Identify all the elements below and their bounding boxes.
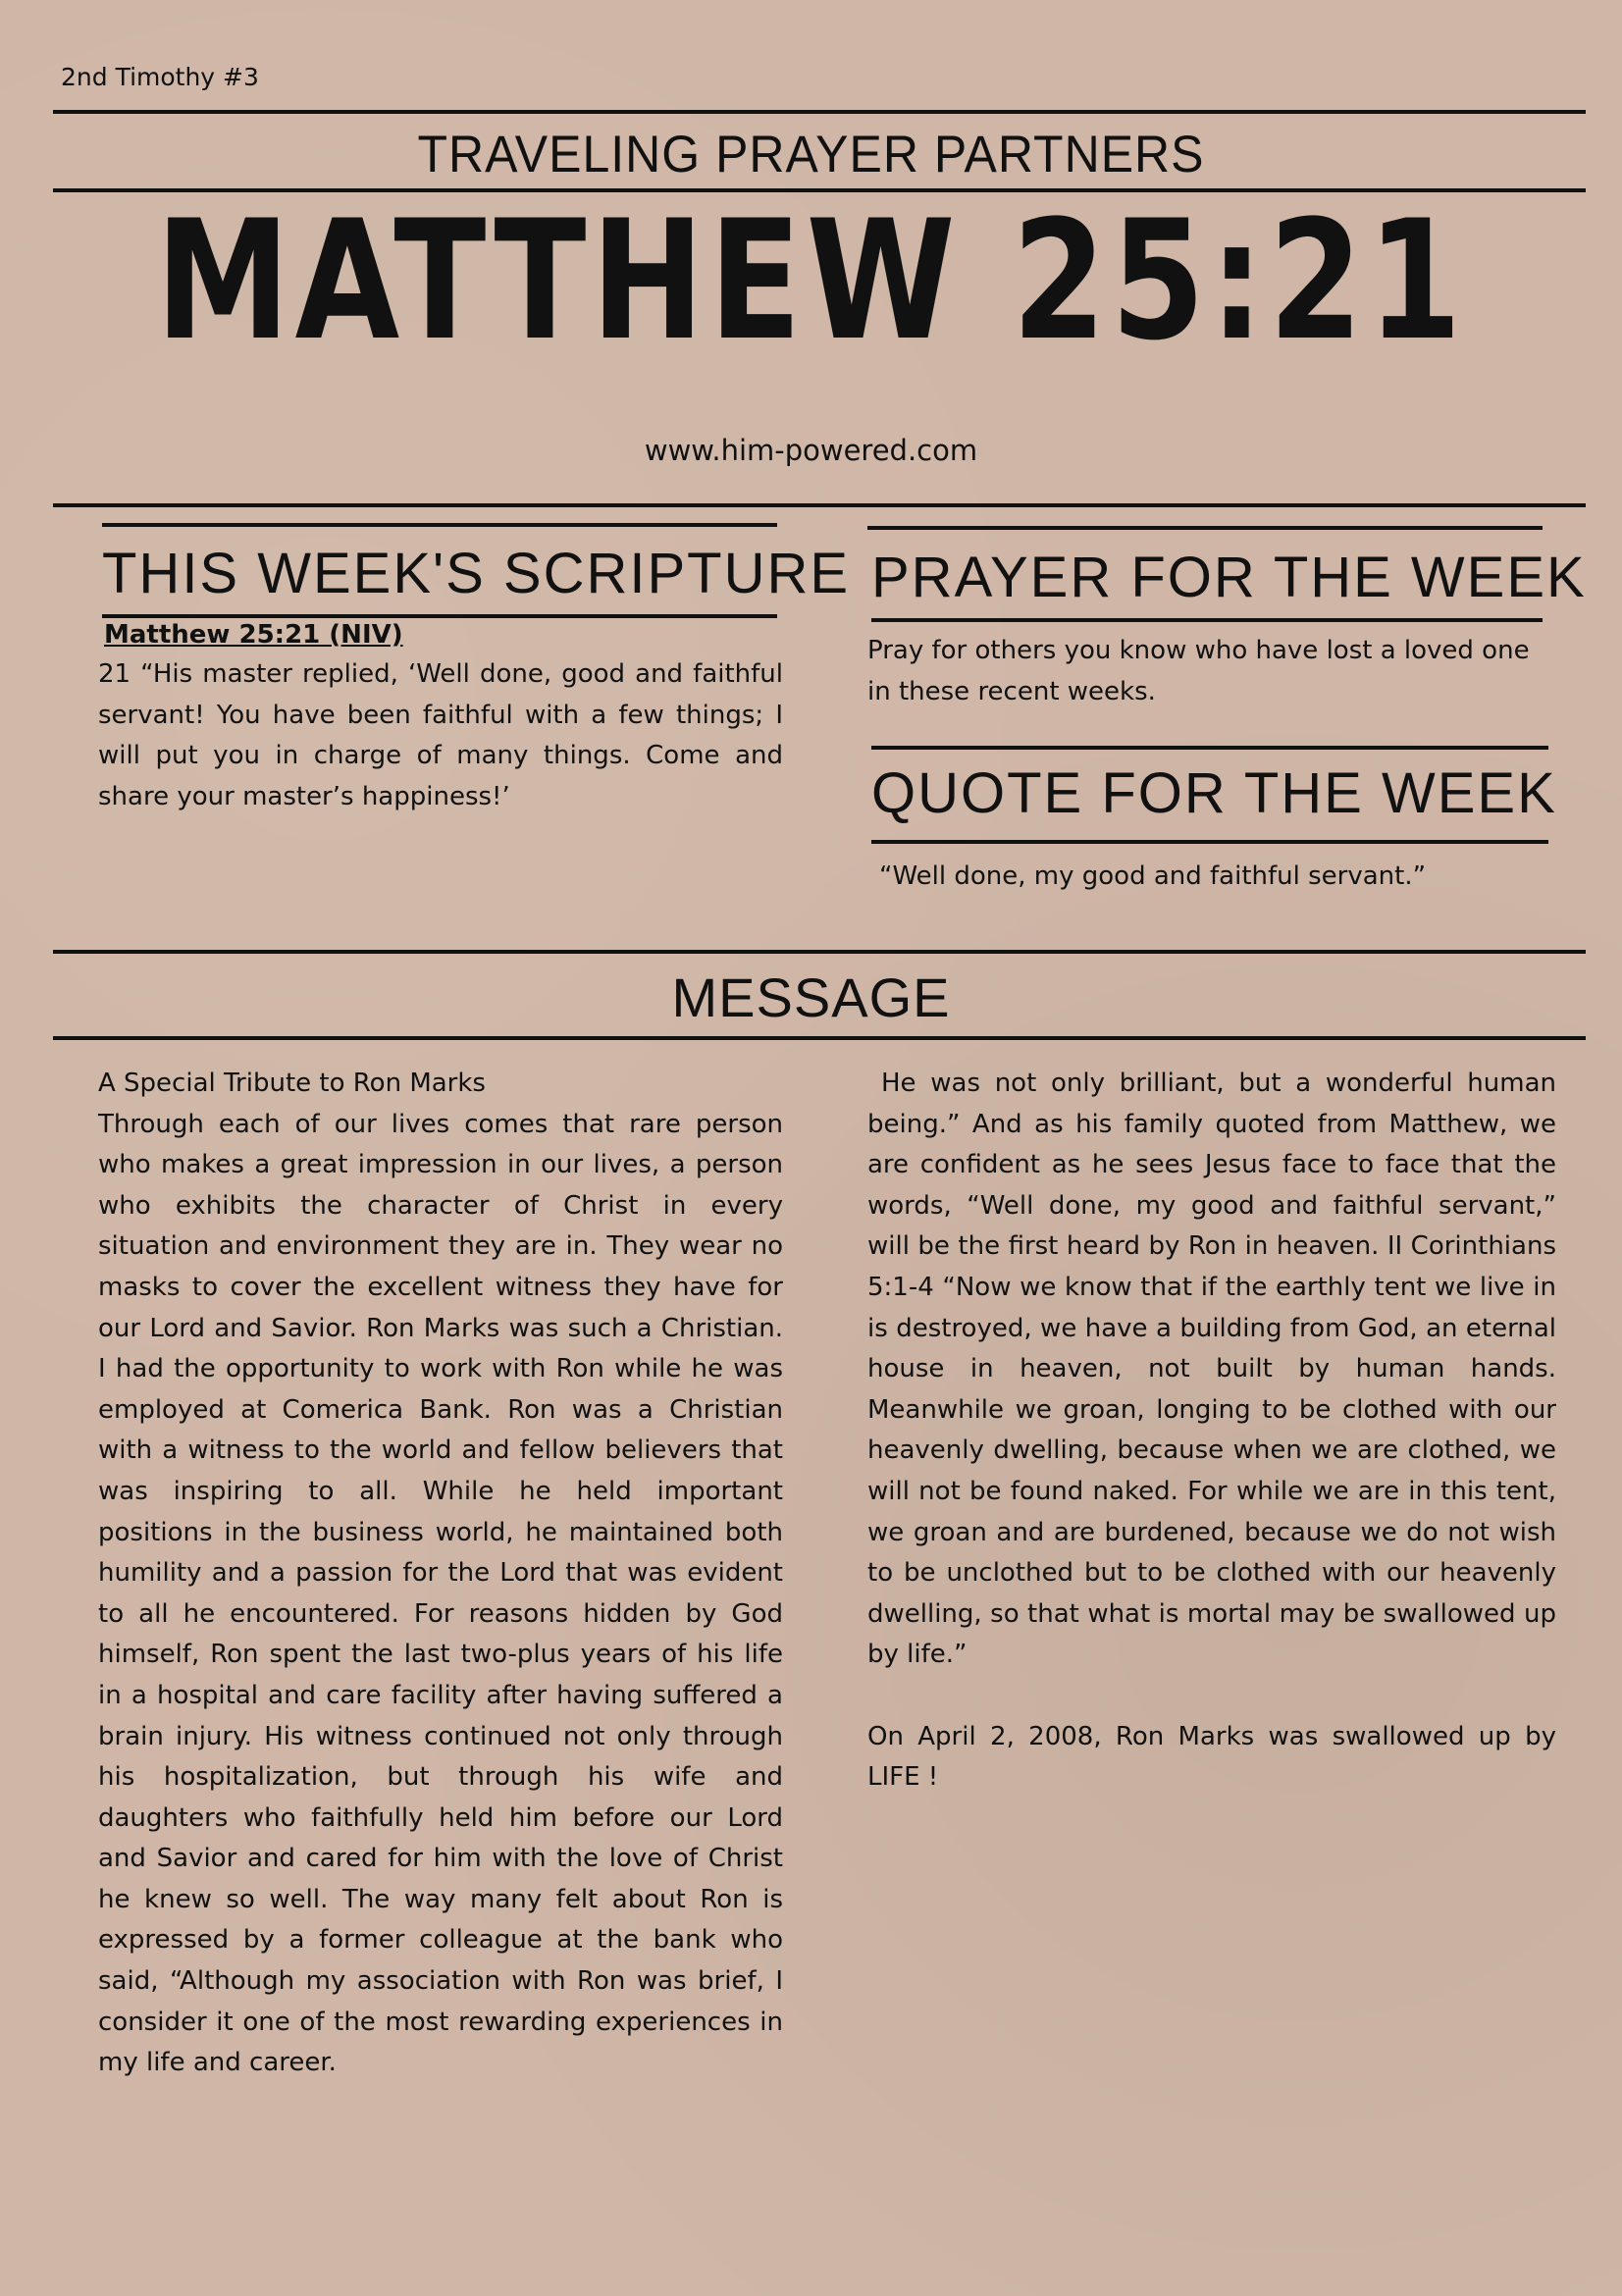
message-bottom-rule [53,1036,1586,1040]
quote-top-rule [871,746,1548,750]
header-bottom-rule [53,503,1586,507]
page-title: MATTHEW 25:21 [155,184,1467,377]
prayer-text: Pray for others you know who have lost a loved one in these recent weeks. [867,636,1530,706]
message-left-text: Through each of our lives comes that rare person who makes a great impression in our lives, a person who exhibits the character of Christ in every situation and environment they are in. They wear no masks to cover the excellent witness they have for our Lord and Savior. Ron Marks was such a Christian. I had the opportunity to work with Ron while he was employed at Comerica Bank. Ron was a Christian with a witness to the world and fellow believers that was inspiring to all. While he held important positions in the business world, he maintained both humility and a passion for the Lord that was evident to all he encountered. For reasons hidden by God himself, Ron spent the last two-plus years of his life in a hospital and care facility after having suffered a brain injury. His witness continued not only through his hospitalization, but through his wife and daughters who faithfully held him before our Lord and Savior and cared for him with the love of Christ he knew so well. The way many felt about Ron is expressed by a former colleague at the bank who said, “Although my association with Ron was brief, I consider it one of the most rewarding experiences in my life and career. [98,1109,783,2078]
message-right-text: He was not only brilliant, but a wonderful human being.” And as his family quoted from Matthew, we are confident as he sees Jesus face to face that the words, “Well done, my good and faithful servant,” will be the first heard by Ron in heaven. II Corinthians 5:1-4 “Now we know that if the earthly tent we live in is destroyed, we have a building from God, an eternal house in heaven, not built by human hands. Meanwhile we groan, longing to be clothed with our heavenly dwelling, because when we are clothed, we will not be found naked. For while we are in this tent, we groan and are burdened, because we do not wish to be unclothed but to be clothed with our heavenly dwelling, so that what is mortal may be swallowed up by life.” [867,1069,1556,1670]
message-subtitle: A Special Tribute to Ron Marks [98,1069,486,1098]
quote-text: “Well done, my good and faithful servant.” [879,861,1427,891]
masthead: TRAVELING PRAYER PARTNERS [417,125,1205,183]
message-right-column [867,1064,1556,1799]
scripture-bottom-rule [102,614,777,618]
message-closing: On April 2, 2008, Ron Marks was swallowed up by LIFE ! [867,1721,1556,1793]
message-heading: MESSAGE [671,966,951,1028]
quote-heading: QUOTE FOR THE WEEK [871,761,1557,825]
message-top-rule [53,950,1586,954]
scripture-reference: Matthew 25:21 (NIV) [104,620,403,650]
scripture-text: 21 “His master replied, ‘Well done, good and faithful servant! You have been faithful with a few things; I will put you in charge of many things. Come and share your master’s happiness!’ [98,659,783,811]
scripture-top-rule [102,523,777,527]
quote-bottom-rule [871,840,1548,844]
prayer-heading: PRAYER FOR THE WEEK [871,546,1587,609]
issue-label: 2nd Timothy #3 [61,63,259,91]
prayer-bottom-rule [871,618,1543,622]
scripture-heading: THIS WEEK'S SCRIPTURE [102,542,851,605]
message-left-column [98,1064,783,2084]
website-link[interactable]: www.him-powered.com [644,434,978,467]
prayer-top-rule [867,526,1543,530]
header-top-rule [53,110,1586,114]
